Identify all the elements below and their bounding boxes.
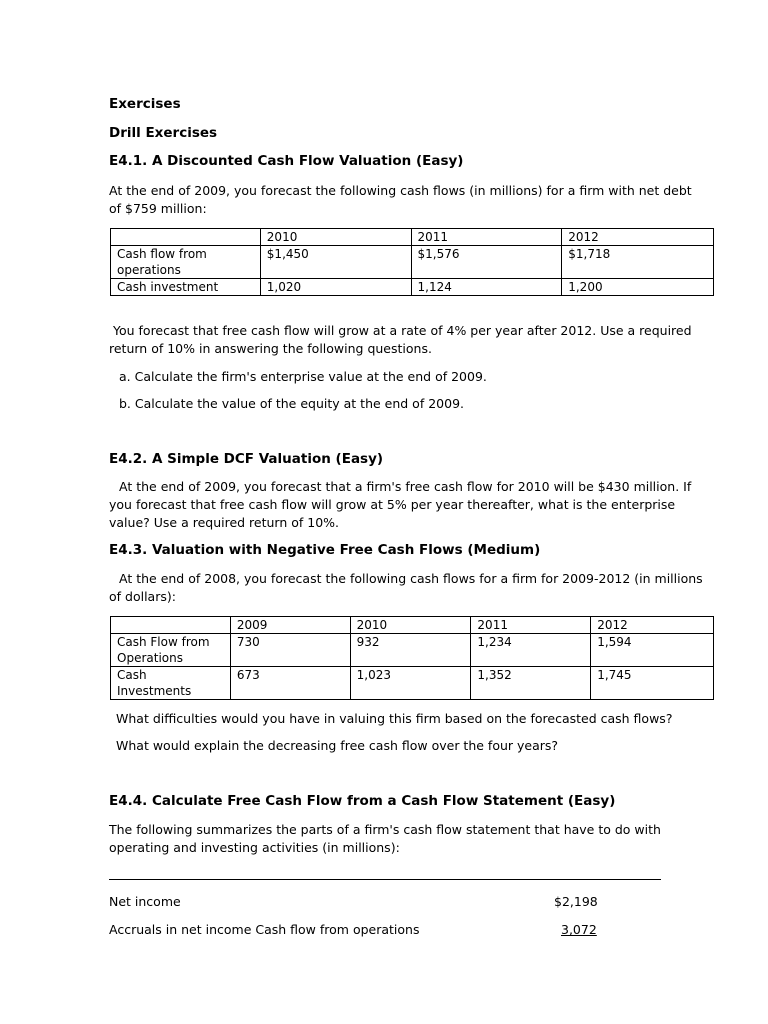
table-cell: 1,234 — [471, 634, 591, 667]
e44-line-label: Accruals in net income Cash flow from operations — [109, 922, 420, 937]
e44-line-label: Net income — [109, 894, 181, 909]
table-header-cell: 2011 — [471, 617, 591, 634]
table-cell: 1,124 — [411, 279, 562, 296]
e44-title: E4.4. Calculate Free Cash Flow from a Cash Flow Statement (Easy) — [109, 793, 616, 809]
heading-drill-exercises: Drill Exercises — [109, 125, 218, 141]
table-row-label: Cash Investments — [111, 667, 231, 700]
table-cell: 1,594 — [591, 634, 714, 667]
table-row — [111, 667, 714, 700]
e41-followup: You forecast that free cash flow will grow at a rate of 4% per year after 2012. Use a required return of 10% in answering the following questions. — [109, 323, 692, 356]
e44-line-value: 3,072 — [561, 922, 597, 937]
table-header-cell: 2011 — [411, 229, 562, 246]
e43-question-2: What would explain the decreasing free cash flow over the four years? — [116, 738, 559, 753]
table-header-cell: 2012 — [562, 229, 714, 246]
table-row — [111, 279, 714, 296]
e43-intro: At the end of 2008, you forecast the following cash flows for a firm for 2009-2012 (in millions of dollars): — [109, 571, 703, 604]
e43-question-1: What difficulties would you have in valuing this firm based on the forecasted cash flows? — [116, 711, 673, 726]
table-row — [111, 617, 714, 634]
table-cell: 1,200 — [562, 279, 714, 296]
table-header-cell: 2012 — [591, 617, 714, 634]
table-header-cell: 2010 — [260, 229, 411, 246]
heading-exercises: Exercises — [109, 96, 181, 112]
table-cell: $1,576 — [411, 246, 562, 279]
e44-line-value: $2,198 — [554, 894, 598, 909]
e41-cash-flow-table — [110, 228, 714, 296]
e43-cash-flow-table — [110, 616, 714, 700]
table-cell: 1,352 — [471, 667, 591, 700]
horizontal-rule — [109, 879, 661, 880]
e41-question-a: a. Calculate the firm's enterprise value at the end of 2009. — [119, 369, 487, 384]
table-cell: 673 — [230, 667, 350, 700]
table-row-label: Cash investment — [111, 279, 261, 296]
e43-title: E4.3. Valuation with Negative Free Cash Flows (Medium) — [109, 542, 541, 558]
e42-title: E4.2. A Simple DCF Valuation (Easy) — [109, 451, 384, 467]
table-row-label: Cash flow from operations — [111, 246, 261, 279]
table-cell: $1,450 — [260, 246, 411, 279]
table-row — [111, 246, 714, 279]
table-cell — [111, 617, 231, 634]
table-cell: 730 — [230, 634, 350, 667]
table-cell: 1,020 — [260, 279, 411, 296]
table-header-cell: 2009 — [230, 617, 350, 634]
table-row — [111, 634, 714, 667]
table-cell: 932 — [350, 634, 471, 667]
table-cell: 1,745 — [591, 667, 714, 700]
table-cell — [111, 229, 261, 246]
e44-intro: The following summarizes the parts of a firm's cash flow statement that have to do with operating and investing activities (in millions): — [109, 822, 661, 855]
table-cell: 1,023 — [350, 667, 471, 700]
table-row-label: Cash Flow from Operations — [111, 634, 231, 667]
e41-title: E4.1. A Discounted Cash Flow Valuation (Easy) — [109, 153, 464, 169]
e41-intro: At the end of 2009, you forecast the following cash flows (in millions) for a firm with net debt of $759 million: — [109, 183, 692, 216]
table-header-cell: 2010 — [350, 617, 471, 634]
e42-body: At the end of 2009, you forecast that a firm's free cash flow for 2010 will be $430 million. If you forecast that free cash flow will grow at 5% per year thereafter, what is the enterprise value? Use a required return of 10%. — [109, 479, 692, 530]
table-cell: $1,718 — [562, 246, 714, 279]
e41-question-b: b. Calculate the value of the equity at the end of 2009. — [119, 396, 464, 411]
table-row — [111, 229, 714, 246]
